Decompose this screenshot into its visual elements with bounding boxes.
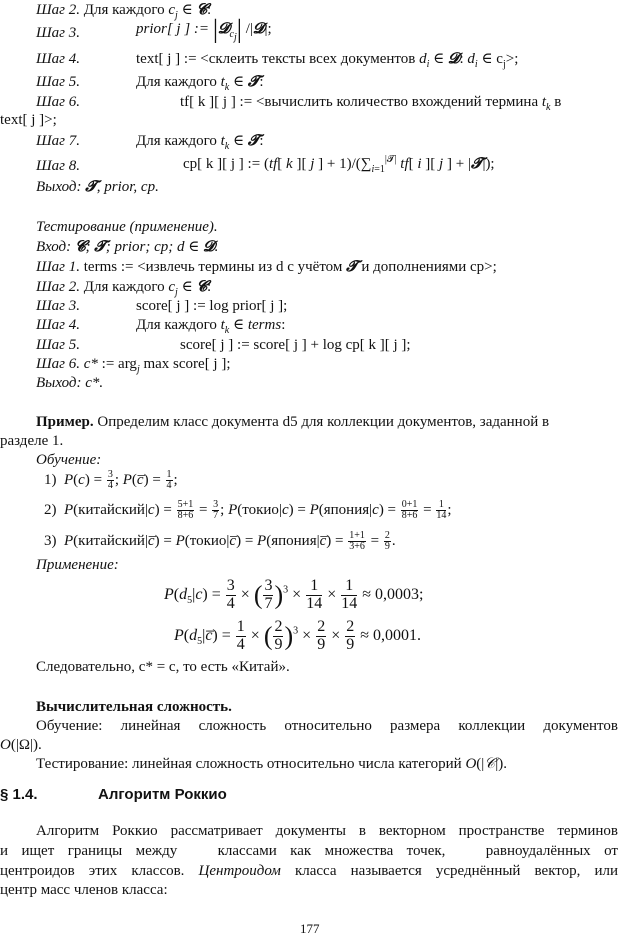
- testing-input-line: Вход: 𝓒; 𝓣; prior; cp; d ∈ 𝓓.: [36, 239, 219, 255]
- formula-2: 2) P(китайский|c) = $\frac{5+1}{8+6}$ = $\frac{3}{7}$ ; P(токио|c) = P(япония|c) = $\frac{0+1}{8+6}$ = $\frac{1}{14}$ ;: [44, 498, 452, 522]
- formula-4: $P(d_5|c)$ = $\frac{3}{4}$ × ( $\frac{3}{7}$ )$^3$ × $\frac{1}{14}$ × $\frac{1}{14}$ ≈ 0,0003;: [164, 577, 424, 612]
- step-label: Шаг 3.: [36, 298, 80, 314]
- example-text: Определим класс документа d5 для коллекции документов, заданной в: [97, 414, 550, 430]
- p3-term: Центроидом: [198, 863, 281, 879]
- formula-3: 3) P(китайский|c̅) = P(токио|c̅) = P(япония|c̅) = $\frac{1+1}{3+6}$ = $\frac{2}{9}$ .: [44, 529, 396, 553]
- step-4-line: [36, 50, 80, 68]
- testing-step-2: Шаг 2. Для каждого $c_j$ ∈ 𝓒:: [36, 279, 212, 298]
- step-label: Шаг 2.: [36, 2, 80, 18]
- step-3-formula: prior[ j ] := |𝓓$_{c_j}$| /|𝓓|;: [136, 14, 272, 44]
- section-paragraph-line-3: [0, 862, 618, 880]
- step-text: max score[ j ];: [143, 356, 231, 372]
- step-label: Шаг 2.: [36, 279, 80, 295]
- output-line: Выход: 𝓣, prior, cp.: [36, 179, 159, 195]
- step-4-text: text[ j ] := <склеить тексты всех документов $d_i$ ∈ 𝓓: $d_i$ ∈ $c_j>$;: [136, 51, 519, 70]
- testing-heading: Тестирование (применение).: [36, 219, 218, 235]
- complexity-testing: Тестирование: линейная сложность относительно числа категорий O(|𝒞|).: [36, 756, 507, 772]
- complexity-heading: Вычислительная сложность.: [36, 699, 232, 715]
- step-label: Шаг 8.: [36, 158, 80, 174]
- step-label: Шаг 5.: [36, 337, 80, 353]
- testing-step-1: Шаг 1. terms := <извлечь термины из d с учётом 𝓣 и дополнениями cp>;: [36, 259, 497, 275]
- step-2-line: Шаг 2. Для каждого $c_j$ ∈ 𝓒:: [36, 2, 212, 21]
- application-label: Применение:: [36, 557, 119, 573]
- step-5-text: Для каждого $t_k$ ∈ 𝓣:: [136, 74, 264, 93]
- step-label: Шаг 5.: [36, 74, 80, 90]
- approx-value-1: 0,0003;: [375, 586, 424, 603]
- output-text: prior, cp.: [104, 179, 159, 195]
- testing-step-4: [36, 316, 80, 334]
- p3-a: центроидов этих классов.: [0, 863, 185, 879]
- formula-1: 1) P(c) = $\frac{3}{4}$ ; P(c̅) = $\frac{1}{4}$ ;: [44, 468, 178, 492]
- training-label: Обучение:: [36, 452, 102, 468]
- testing-step-3-text: score[ j ] := log prior[ j ];: [136, 298, 288, 314]
- step-text: Для каждого: [83, 279, 165, 295]
- step-6-text: tf[ k ][ j ] := <вычислить количество вхождений термина $t_k$ в: [180, 94, 562, 113]
- step-8-line: [36, 157, 80, 175]
- p3-c: класса называется усреднённый вектор, или: [294, 863, 618, 879]
- step-3-line: [36, 24, 80, 42]
- output-label: Выход:: [36, 375, 82, 391]
- page-number: 177: [300, 921, 320, 936]
- complexity-training-wrap: O(|Ω|).: [0, 737, 42, 753]
- example-line-2: разделе 1.: [0, 433, 64, 449]
- step-text: tf[ k ][ j ] := <вычислить количество вхождений термина: [180, 94, 539, 110]
- input-label: Вход:: [36, 239, 72, 255]
- output-label: Выход:: [36, 179, 82, 195]
- step-7-line: [36, 132, 80, 150]
- step-6-line: [36, 93, 80, 111]
- step-label: Шаг 6.: [36, 94, 80, 110]
- complexity-training: Обучение: линейная сложность относительно размера коллекции документов: [36, 718, 618, 734]
- testing-step-5: [36, 336, 80, 354]
- step-6-wrap: [0, 111, 57, 129]
- step-text: cp[ k ][ j ] :=: [183, 156, 261, 172]
- step-label: Шаг 3.: [36, 25, 80, 41]
- step-text: terms := <извлечь термины из d с учётом: [83, 259, 343, 275]
- example-lead: Пример.: [36, 414, 94, 430]
- step-text: Для каждого: [136, 317, 217, 333]
- step-text: Для каждого: [136, 74, 217, 90]
- step-label: Шаг 6.: [36, 356, 80, 372]
- testing-step-3: [36, 297, 80, 315]
- testing-step-6: Шаг 6. c* := arg$_j$ max score[ j ];: [36, 356, 231, 375]
- testing-step-4-text: Для каждого $t_k$ ∈ terms:: [136, 317, 286, 336]
- complexity-testing-text: Тестирование: линейная сложность относительно числа категорий: [36, 756, 462, 772]
- step-label: Шаг 1.: [36, 259, 80, 275]
- step-wrap-text: text[ j ]>;: [0, 112, 57, 128]
- testing-output: [36, 374, 103, 392]
- example-line-1: [36, 413, 549, 431]
- prior-text: prior[ j ] :=: [136, 21, 210, 37]
- section-paragraph-line-1: Алгоритм Роккио рассматривает документы в векторном пространстве терминов: [36, 823, 618, 839]
- step-5-line: [36, 73, 80, 91]
- step-label: Шаг 4.: [36, 317, 80, 333]
- step-text: text[ j ] := <склеить тексты всех документов: [136, 51, 416, 67]
- approx-value-2: 0,0001.: [373, 627, 421, 644]
- step-text: Для каждого: [136, 133, 217, 149]
- step-7-text: Для каждого $t_k$ ∈ 𝓣:: [136, 133, 264, 152]
- conclusion: Следовательно, c* = c, то есть «Китай».: [36, 659, 290, 675]
- output-text: c*.: [85, 375, 104, 391]
- step-label: Шаг 7.: [36, 133, 80, 149]
- testing-step-5-text: score[ j ] := score[ j ] + log cp[ k ][ j ];: [180, 337, 411, 353]
- section-number: § 1.4.: [0, 786, 38, 803]
- input-text: prior; cp;: [114, 239, 174, 255]
- section-paragraph-line-2: и ищет границы между классами как множества точек, равноудалённых от: [0, 843, 618, 859]
- section-title: Алгоритм Роккио: [98, 786, 227, 803]
- step-8-formula: cp[ k ][ j ] := (tf[ k ][ j ] + $1)/(\sum_{i=1}^{|𝓣|}$ tf[ i ][ j ] + |𝓣|);: [183, 154, 495, 175]
- step-label: Шаг 4.: [36, 51, 80, 67]
- step-text: Для каждого: [83, 2, 165, 18]
- step-text-tail: и дополнениями cp>;: [361, 259, 497, 275]
- section-paragraph-line-4: центр масс членов класса:: [0, 882, 168, 898]
- formula-5: $P(d_5|c̅)$ = $\frac{1}{4}$ × ( $\frac{2}{9}$ )$^3$ × $\frac{2}{9}$ × $\frac{2}{9}$ ≈ 0,0001.: [174, 618, 421, 653]
